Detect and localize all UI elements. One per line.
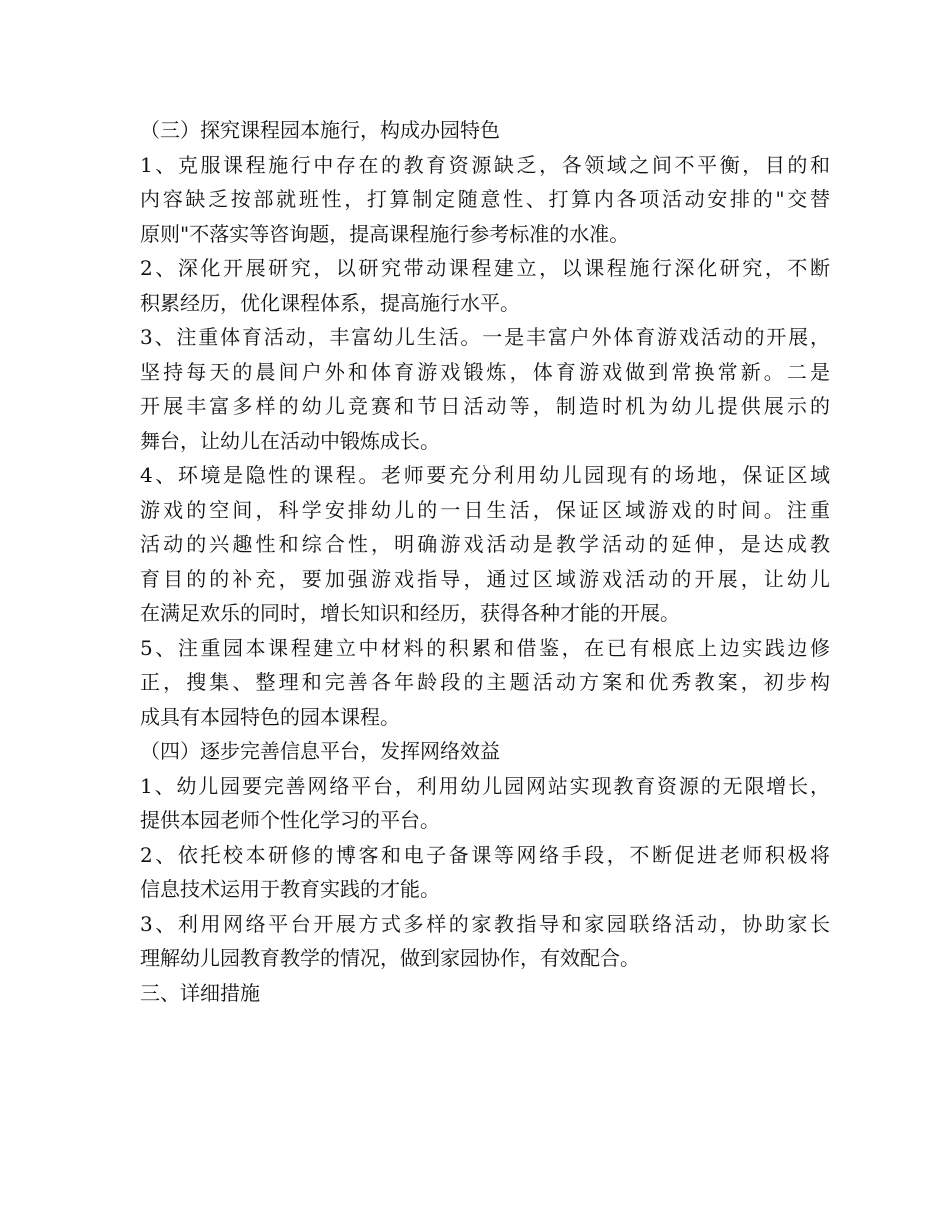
- section-heading-4: （四）逐步完善信息平台，发挥网络效益: [140, 739, 500, 763]
- paragraph-line: 信息技术运用于教育实践的才能。: [140, 877, 440, 901]
- section-heading-measures: 三、详细措施: [140, 980, 260, 1005]
- paragraph-line: 提供本园老师个性化学习的平台。: [140, 808, 440, 832]
- paragraph-line: 开展丰富多样的幼儿竞赛和节日活动等，制造时机为幼儿提供展示的: [140, 394, 830, 418]
- paragraph-line: 3、利用网络平台开展方式多样的家教指导和家园联络活动，协助家长: [140, 911, 830, 936]
- paragraph-line: 坚持每天的晨间户外和体育游戏锻炼，体育游戏做到常换常新。二是: [140, 359, 830, 384]
- paragraph-line: 积累经历，优化课程体系，提高施行水平。: [140, 290, 520, 315]
- paragraph-line: 理解幼儿园教育教学的情况，做到家园协作，有效配合。: [140, 946, 640, 970]
- paragraph-line: 4、环境是隐性的课程。老师要充分利用幼儿园现有的场地，保证区域: [140, 463, 830, 487]
- paragraph-line: 3、注重体育活动，丰富幼儿生活。一是丰富户外体育游戏活动的开展，: [140, 325, 830, 349]
- document-body: [140, 113, 830, 1010]
- paragraph-line: 在满足欢乐的同时，增长知识和经历，获得各种才能的开展。: [140, 601, 680, 625]
- paragraph-line: 1、克服课程施行中存在的教育资源缺乏，各领域之间不平衡，目的和: [140, 152, 830, 177]
- paragraph-line: 游戏的空间，科学安排幼儿的一日生活，保证区域游戏的时间。注重: [140, 497, 830, 522]
- paragraph-line: 舞台，让幼儿在活动中锻炼成长。: [140, 428, 440, 453]
- section-heading-3: （三）探究课程园本施行，构成办园特色: [140, 118, 500, 142]
- paragraph-line: 1、幼儿园要完善网络平台，利用幼儿园网站实现教育资源的无限增长，: [140, 773, 830, 798]
- paragraph-line: 5、注重园本课程建立中材料的积累和借鉴，在已有根底上边实践边修: [140, 635, 830, 660]
- paragraph-line: 2、深化开展研究，以研究带动课程建立，以课程施行深化研究，不断: [140, 256, 830, 280]
- paragraph-line: 活动的兴趣性和综合性，明确游戏活动是教学活动的延伸，是达成教: [140, 532, 830, 556]
- paragraph-line: 育目的的补充，要加强游戏指导，通过区域游戏活动的开展，让幼儿: [140, 566, 830, 591]
- paragraph-line: 正，搜集、整理和完善各年龄段的主题活动方案和优秀教案，初步构: [140, 670, 830, 694]
- paragraph-line: 成具有本园特色的园本课程。: [140, 704, 400, 729]
- paragraph-line: 内容缺乏按部就班性，打算制定随意性、打算内各项活动安排的"交替: [140, 187, 830, 211]
- paragraph-line: 原则"不落实等咨询题，提高课程施行参考标准的水准。: [140, 221, 630, 246]
- paragraph-line: 2、依托校本研修的博客和电子备课等网络手段，不断促进老师积极将: [140, 842, 830, 867]
